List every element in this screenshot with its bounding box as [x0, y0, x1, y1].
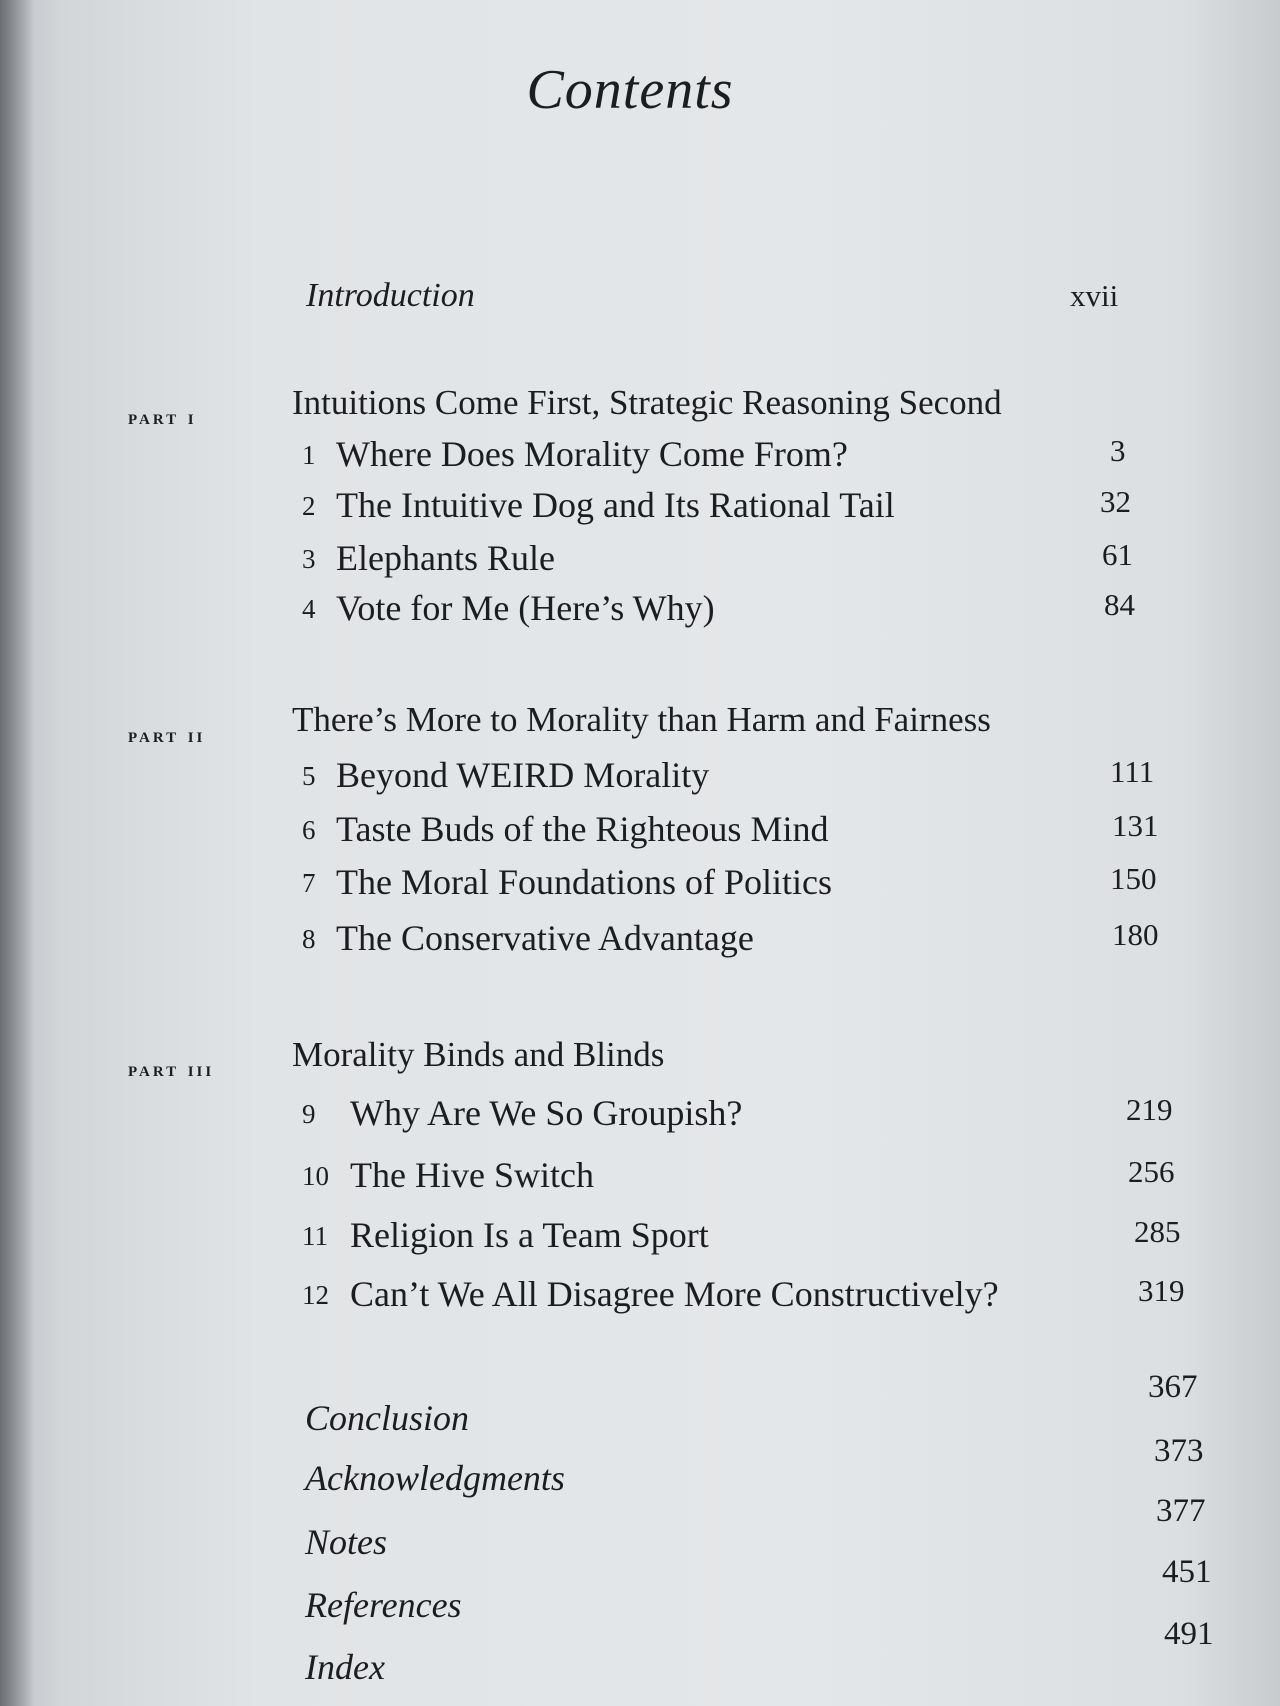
chapter-entry-6: [302, 808, 1182, 852]
chapter-title: The Conservative Advantage: [336, 918, 754, 958]
chapter-entry-4: [302, 587, 1182, 631]
part-3-label: part iii: [128, 1056, 215, 1081]
chapter-number: 2: [302, 491, 316, 521]
chapter-page-number: 150: [1110, 861, 1157, 896]
chapter-number: 4: [302, 594, 316, 624]
chapter-number: 5: [302, 761, 316, 791]
back-matter-notes: Notes: [305, 1522, 388, 1562]
chapter-number: 9: [302, 1099, 316, 1129]
chapter-title: The Intuitive Dog and Its Rational Tail: [336, 485, 895, 525]
chapter-page-number: 111: [1110, 754, 1155, 789]
chapter-number: 6: [302, 815, 316, 845]
back-matter-acknowledgments: Acknowledgments: [305, 1458, 565, 1498]
chapter-entry-5: [302, 754, 1182, 798]
back-matter-conclusion-page: 367: [1148, 1369, 1198, 1405]
chapter-page-number: 256: [1128, 1154, 1175, 1189]
chapter-title: Why Are We So Groupish?: [350, 1093, 743, 1133]
chapter-entry-10: [302, 1154, 1182, 1198]
chapter-entry-11: [302, 1214, 1182, 1258]
part-2-label: part ii: [128, 722, 206, 747]
page-title: Contents: [526, 59, 734, 121]
back-matter-references-page: 451: [1162, 1554, 1212, 1590]
chapter-entry-3: [302, 537, 1182, 581]
chapter-page-number: 319: [1138, 1273, 1185, 1308]
chapter-title: Taste Buds of the Righteous Mind: [336, 809, 829, 849]
back-matter-references: References: [305, 1585, 462, 1625]
chapter-entry-7: [302, 861, 1182, 905]
chapter-title: Where Does Morality Come From?: [336, 434, 848, 474]
part-1-title: Intuitions Come First, Strategic Reasoning Second: [292, 383, 1002, 422]
chapter-number: 3: [302, 544, 316, 574]
chapter-number: 1: [302, 440, 316, 470]
chapter-page-number: 3: [1110, 433, 1126, 468]
introduction-page-number: xvii: [1070, 278, 1119, 313]
part-1-label: part i: [128, 404, 197, 429]
chapter-entry-2: [302, 484, 1182, 528]
back-matter-index-page: 491: [1164, 1616, 1214, 1652]
book-gutter-shadow: [0, 0, 34, 1706]
chapter-title: The Hive Switch: [350, 1155, 594, 1195]
chapter-entry-9: [302, 1092, 1182, 1136]
part-3-title: Morality Binds and Blinds: [292, 1035, 665, 1074]
back-matter-notes-page: 377: [1156, 1493, 1206, 1529]
part-2-title: There’s More to Morality than Harm and Fairness: [292, 700, 991, 739]
chapter-page-number: 180: [1112, 917, 1159, 952]
chapter-entry-1: [302, 433, 1182, 477]
chapter-title: Can’t We All Disagree More Constructively?: [350, 1274, 999, 1314]
chapter-number: 11: [302, 1221, 328, 1251]
back-matter-index: Index: [305, 1647, 385, 1687]
chapter-number: 7: [302, 868, 316, 898]
chapter-title: Elephants Rule: [336, 538, 555, 578]
introduction-entry: Introduction: [306, 277, 475, 314]
chapter-title: Vote for Me (Here’s Why): [336, 588, 715, 628]
chapter-page-number: 61: [1102, 537, 1133, 572]
chapter-number: 8: [302, 924, 316, 954]
chapter-title: Beyond WEIRD Morality: [336, 755, 710, 795]
chapter-title: The Moral Foundations of Politics: [336, 862, 832, 902]
chapter-page-number: 32: [1100, 484, 1131, 519]
back-matter-acknowledgments-page: 373: [1154, 1433, 1204, 1469]
chapter-number: 12: [302, 1280, 329, 1310]
chapter-page-number: 285: [1134, 1214, 1181, 1249]
chapter-title: Religion Is a Team Sport: [350, 1215, 709, 1255]
chapter-page-number: 84: [1104, 587, 1135, 622]
chapter-page-number: 219: [1126, 1092, 1173, 1127]
chapter-entry-12: [302, 1273, 1185, 1317]
chapter-page-number: 131: [1112, 808, 1159, 843]
chapter-number: 10: [302, 1161, 329, 1191]
chapter-entry-8: [302, 917, 1182, 961]
back-matter-conclusion: Conclusion: [305, 1398, 470, 1438]
